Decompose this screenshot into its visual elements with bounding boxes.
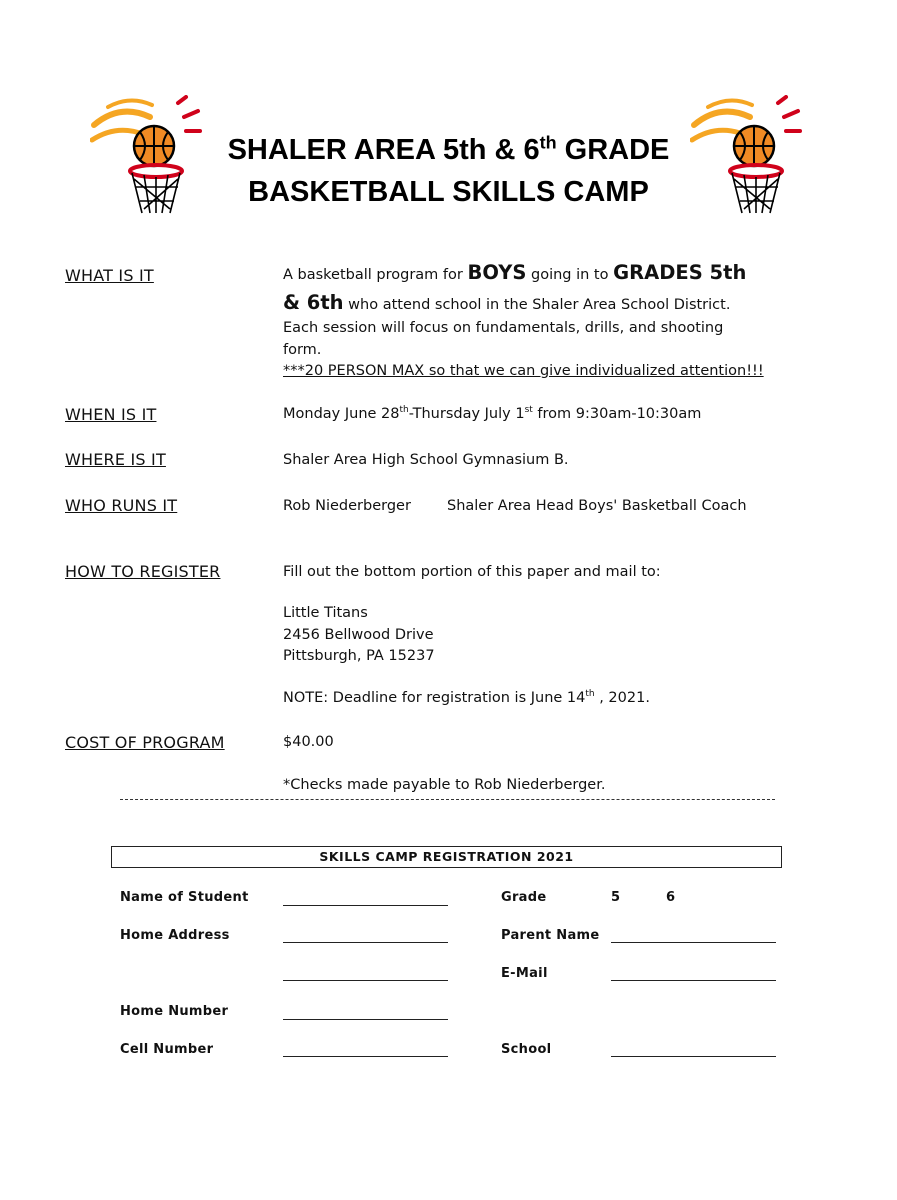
cost-amount: $40.00: [283, 734, 334, 750]
when-text-c: from 9:30am-10:30am: [532, 406, 702, 422]
home-number-field[interactable]: [283, 1019, 448, 1020]
when-label: WHEN IS IT: [65, 405, 157, 424]
email-label: E-Mail: [501, 966, 548, 981]
when-text-a: Monday June 28: [283, 406, 400, 422]
title-line-1-main: SHALER AREA 5th & 6: [227, 134, 540, 166]
what-grades: GRADES 5th: [613, 261, 747, 284]
title-line-1-sup: th: [539, 132, 557, 153]
registration-form-title: SKILLS CAMP REGISTRATION 2021: [111, 846, 782, 868]
register-label: HOW TO REGISTER: [65, 562, 221, 581]
name-of-student-label: Name of Student: [120, 890, 249, 905]
where-text: Shaler Area High School Gymnasium B.: [283, 452, 569, 468]
what-line-2: [283, 292, 730, 316]
what-line-2-rest: who attend school in the Shaler Area School District.: [343, 297, 731, 313]
parent-name-field[interactable]: [611, 942, 776, 943]
grade-option-5[interactable]: 5: [611, 890, 621, 905]
what-line-3: Each session will focus on fundamentals, drills, and shooting: [283, 320, 724, 336]
home-number-label: Home Number: [120, 1004, 229, 1019]
address-line-1: Little Titans: [283, 605, 368, 621]
deadline-note-sup: th: [585, 689, 595, 700]
cell-number-field[interactable]: [283, 1056, 448, 1057]
what-line-1a: A basketball program for: [283, 267, 468, 283]
who-label: WHO RUNS IT: [65, 496, 178, 515]
grade-label: Grade: [501, 890, 547, 905]
what-line-1b: going in to: [526, 267, 614, 283]
who-name: Rob Niederberger: [283, 498, 411, 514]
cost-label: COST OF PROGRAM: [65, 733, 225, 752]
title-line-1: [0, 134, 897, 167]
where-label: WHERE IS IT: [65, 450, 166, 469]
what-boys: BOYS: [467, 261, 527, 284]
home-address-label: Home Address: [120, 928, 230, 943]
address-line-2: 2456 Bellwood Drive: [283, 627, 434, 643]
when-text-b: -Thursday July 1: [408, 406, 525, 422]
what-label: WHAT IS IT: [65, 266, 154, 285]
school-field[interactable]: [611, 1056, 776, 1057]
register-instruction: Fill out the bottom portion of this paper and mail to:: [283, 564, 661, 580]
title-line-1-end: GRADE: [556, 134, 670, 166]
what-line-4: form.: [283, 342, 322, 358]
cut-line-divider: [120, 799, 775, 800]
home-address-field-2[interactable]: [283, 980, 448, 981]
what-line-1: [283, 262, 746, 286]
who-role: Shaler Area Head Boys' Basketball Coach: [447, 498, 747, 514]
when-text: [283, 404, 701, 425]
address-line-3: Pittsburgh, PA 15237: [283, 648, 435, 664]
home-address-field[interactable]: [283, 942, 448, 943]
what-six: & 6th: [283, 291, 344, 314]
parent-name-label: Parent Name: [501, 928, 600, 943]
deadline-note: [283, 688, 650, 709]
name-of-student-field[interactable]: [283, 905, 448, 906]
school-label: School: [501, 1042, 552, 1057]
title-line-2: BASKETBALL SKILLS CAMP: [248, 176, 649, 208]
checks-note: *Checks made payable to Rob Niederberger.: [283, 777, 606, 793]
grade-option-6[interactable]: 6: [666, 890, 676, 905]
what-line-5: ***20 PERSON MAX so that we can give individualized attention!!!: [283, 363, 764, 379]
when-sup-a: th: [399, 405, 409, 416]
deadline-note-a: NOTE: Deadline for registration is June 14: [283, 690, 586, 706]
deadline-note-b: , 2021.: [594, 690, 650, 706]
when-sup-b: st: [524, 405, 533, 416]
cell-number-label: Cell Number: [120, 1042, 214, 1057]
email-field[interactable]: [611, 980, 776, 981]
